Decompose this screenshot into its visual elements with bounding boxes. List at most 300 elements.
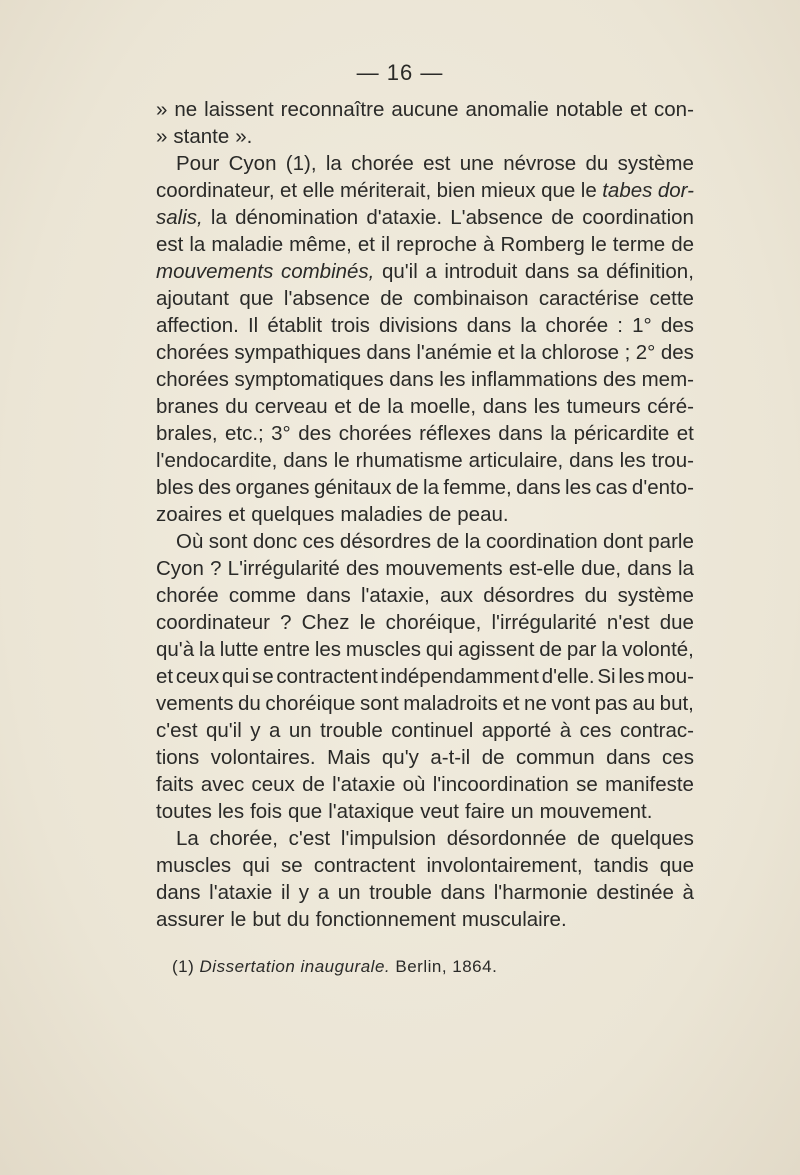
word: dor-: [657, 179, 694, 202]
word: »: [156, 125, 168, 148]
word: et: [497, 341, 515, 364]
word: génitaux: [313, 476, 392, 499]
word: du: [584, 584, 608, 607]
text-line: [156, 447, 694, 474]
word: peau.: [457, 503, 509, 526]
word: combinés,: [280, 260, 375, 283]
word: que: [287, 800, 323, 823]
text-line: [156, 609, 694, 636]
word: parle: [648, 530, 694, 553]
word: ne: [174, 98, 198, 121]
word: mem-: [641, 368, 694, 391]
word: notable: [555, 98, 623, 121]
word: dans: [306, 584, 351, 607]
word: 1°: [632, 314, 652, 337]
word: sympathiques: [234, 341, 361, 364]
word: fois: [250, 800, 282, 823]
word: que: [659, 854, 694, 877]
text-line: [156, 312, 694, 339]
word: la: [677, 557, 694, 580]
word: musculaire.: [461, 908, 567, 931]
word: le: [580, 179, 597, 202]
word: y: [298, 881, 310, 904]
word: l'irrégularité: [491, 611, 597, 634]
word: bles: [156, 476, 194, 499]
word: chorées: [338, 422, 412, 445]
word: vements: [156, 692, 234, 715]
word: que: [239, 287, 274, 310]
word: un: [510, 800, 534, 823]
word: désordres: [483, 584, 575, 607]
word: à: [483, 233, 495, 256]
word: d'ento-: [631, 476, 694, 499]
word: »: [156, 98, 168, 121]
text-line: [156, 393, 694, 420]
word: due,: [581, 557, 622, 580]
word: but,: [659, 692, 694, 715]
word: dans: [389, 368, 434, 391]
word: la: [198, 638, 215, 661]
word: zoaires: [156, 503, 223, 526]
word: bien: [436, 179, 476, 202]
text-line: [156, 366, 694, 393]
word: est-elle: [508, 557, 575, 580]
word: du: [286, 908, 310, 931]
word: rhumatisme: [355, 449, 463, 472]
word: cette: [649, 287, 694, 310]
word: mouvements: [385, 557, 503, 580]
word: Où: [176, 530, 204, 553]
word: fonctionnement: [315, 908, 456, 931]
word: coordination: [485, 530, 598, 553]
word: la: [520, 341, 537, 364]
word: symptomatiques: [234, 368, 384, 391]
footnote: [172, 957, 497, 977]
word: Pour: [176, 152, 220, 175]
word: se: [576, 773, 598, 796]
word: ajoutant: [156, 287, 229, 310]
word: La: [176, 827, 199, 850]
text-line: [156, 474, 694, 501]
word: névrose: [503, 152, 577, 175]
word: des: [198, 476, 232, 499]
word: et: [280, 179, 298, 202]
word: l'endocardite,: [156, 449, 278, 472]
word: l'ataxie: [332, 773, 396, 796]
word: a: [317, 881, 330, 904]
word: dans: [498, 422, 543, 445]
word: contractent: [276, 665, 378, 688]
word: des: [660, 314, 694, 337]
word: les: [439, 368, 466, 391]
word: où: [402, 773, 426, 796]
text-line: [156, 663, 694, 690]
word: cerveau: [254, 395, 328, 418]
text-line: [156, 690, 694, 717]
word: avec: [200, 773, 245, 796]
text-line: [156, 96, 694, 123]
page-number: — 16 —: [356, 60, 444, 85]
word: salis,: [156, 206, 203, 229]
word: même,: [289, 233, 352, 256]
word: c'est: [288, 827, 331, 850]
word: le: [333, 449, 350, 472]
word: donc: [252, 530, 298, 553]
word: des: [298, 422, 332, 445]
word: trouble: [369, 881, 432, 904]
word: de: [577, 827, 600, 850]
text-line: [156, 339, 694, 366]
word: volontaires.: [210, 746, 316, 769]
word: l'ataxie: [209, 881, 273, 904]
word: du: [585, 152, 609, 175]
word: qu'il: [205, 719, 242, 742]
word: le: [590, 233, 607, 256]
word: Si: [597, 665, 616, 688]
word: il: [280, 881, 291, 904]
word: maladies: [340, 503, 423, 526]
word: ces: [662, 746, 694, 769]
word: désordonnée: [446, 827, 567, 850]
word: L'absence: [450, 206, 544, 229]
word: dans: [466, 314, 512, 337]
word: de: [551, 206, 575, 229]
word: destinée: [596, 881, 674, 904]
word: la: [601, 638, 618, 661]
word: le: [230, 908, 247, 931]
word: et: [502, 692, 520, 715]
word: l'impulsion: [340, 827, 436, 850]
word: de: [671, 233, 694, 256]
word: inflammations: [471, 368, 598, 391]
word: mou-: [647, 665, 694, 688]
word: chorée: [351, 152, 414, 175]
word: de: [481, 746, 505, 769]
word: il: [380, 233, 391, 256]
text-line: [156, 798, 694, 825]
word: la: [387, 395, 404, 418]
text-line: [156, 825, 694, 852]
word: moelle,: [409, 395, 477, 418]
word: dans: [569, 449, 614, 472]
word: mouvements: [156, 260, 274, 283]
word: désordres: [339, 530, 432, 553]
word: ceux: [175, 665, 220, 688]
text-line: [156, 123, 694, 150]
word: tandis: [593, 854, 649, 877]
word: et: [228, 503, 246, 526]
word: mouvement.: [539, 800, 653, 823]
text-line: [156, 528, 694, 555]
word: involontairement,: [426, 854, 583, 877]
word: le: [359, 611, 376, 634]
text-line: [156, 744, 694, 771]
word: ne: [524, 692, 547, 715]
word: Il: [247, 314, 259, 337]
word: une: [459, 152, 494, 175]
word: de: [357, 395, 381, 418]
word: de: [436, 530, 460, 553]
word: 2°: [635, 341, 656, 364]
word: à: [682, 881, 694, 904]
word: établit: [267, 314, 323, 337]
word: chorée,: [209, 827, 278, 850]
text-line: [156, 717, 694, 744]
word: aucune: [391, 98, 459, 121]
word: but: [252, 908, 281, 931]
word: divisions: [379, 314, 458, 337]
word: dans: [440, 881, 486, 904]
word: dans: [524, 260, 570, 283]
word: système: [617, 584, 694, 607]
word: les: [618, 665, 645, 688]
word: con-: [654, 98, 694, 121]
word: d'ataxie.: [366, 206, 443, 229]
word: terme: [612, 233, 666, 256]
word: de: [380, 287, 404, 310]
word: dans: [366, 341, 411, 364]
word: n'est: [606, 611, 650, 634]
word: dans: [516, 476, 561, 499]
word: sont: [208, 530, 248, 553]
word: reproche: [396, 233, 478, 256]
word: du: [238, 692, 261, 715]
word: vont: [551, 692, 591, 715]
word: mieux: [480, 179, 536, 202]
word: coordinateur,: [156, 179, 275, 202]
word: qu'à: [156, 638, 195, 661]
word: et: [334, 395, 352, 418]
word: laissent: [204, 98, 274, 121]
word: qu'il: [381, 260, 418, 283]
word: les: [533, 395, 560, 418]
word: contrac-: [619, 719, 694, 742]
word: manifeste: [605, 773, 694, 796]
word: faits: [156, 773, 194, 796]
word: un: [337, 881, 361, 904]
word: due: [659, 611, 694, 634]
text-line: [156, 852, 694, 879]
word: trouble: [320, 719, 383, 742]
word: volonté,: [622, 638, 694, 661]
word: faire: [464, 800, 505, 823]
text-line: [156, 636, 694, 663]
word: indépendamment: [380, 665, 539, 688]
word: a-t-il: [430, 746, 471, 769]
word: comme: [228, 584, 297, 607]
word: choréique: [265, 692, 356, 715]
word: se: [251, 665, 274, 688]
word: :: [617, 314, 623, 337]
word: Mais: [327, 746, 371, 769]
word: stante: [173, 125, 230, 148]
word: pas: [594, 692, 628, 715]
word: trou-: [651, 449, 694, 472]
word: agissent: [458, 638, 535, 661]
word: y: [250, 719, 261, 742]
word: la: [325, 152, 342, 175]
word: l'ataxie,: [360, 584, 430, 607]
word: de: [395, 476, 419, 499]
word: de: [539, 638, 563, 661]
word: est: [423, 152, 451, 175]
word: sont: [359, 692, 399, 715]
word: veut: [420, 800, 459, 823]
word: se: [280, 854, 303, 877]
word: et: [676, 422, 694, 445]
word: anomalie: [465, 98, 549, 121]
word: organes: [235, 476, 310, 499]
word: commun: [516, 746, 595, 769]
word: chorées: [156, 368, 229, 391]
word: 3°: [271, 422, 291, 445]
word: ?: [280, 611, 292, 634]
text-line: [156, 285, 694, 312]
word: l'ataxique: [328, 800, 415, 823]
word: apporté: [481, 719, 552, 742]
word: céré-: [647, 395, 694, 418]
word: et: [629, 98, 648, 121]
word: l'incoordination: [432, 773, 569, 796]
word: articulaire,: [468, 449, 564, 472]
word: a: [425, 260, 437, 283]
word: affection.: [156, 314, 239, 337]
word: combinaison: [413, 287, 529, 310]
word: et: [156, 665, 174, 688]
word: muscles: [156, 854, 232, 877]
word: ».: [235, 125, 253, 148]
word: est: [156, 233, 184, 256]
text-line: [156, 420, 694, 447]
word: péricardite: [573, 422, 670, 445]
word: assurer: [156, 908, 225, 931]
word: tions: [156, 746, 200, 769]
word: (1),: [285, 152, 317, 175]
word: c'est: [156, 719, 198, 742]
text-line: [156, 582, 694, 609]
word: L'irrégularité: [227, 557, 340, 580]
word: choréique,: [385, 611, 482, 634]
word: qui: [221, 665, 250, 688]
word: mériterait,: [340, 179, 432, 202]
word: ces: [579, 719, 612, 742]
word: d'elle.: [541, 665, 595, 688]
text-line: [156, 555, 694, 582]
word: système: [617, 152, 694, 175]
text-line: [156, 150, 694, 177]
word: coordination: [582, 206, 694, 229]
footnote-title: Dissertation inaugurale.: [199, 957, 391, 976]
word: du: [225, 395, 249, 418]
word: lutte: [219, 638, 259, 661]
word: ;: [624, 341, 631, 364]
word: la: [423, 476, 440, 499]
word: dans: [482, 395, 528, 418]
word: Chez: [301, 611, 350, 634]
word: femme,: [443, 476, 512, 499]
word: a: [268, 719, 281, 742]
word: sa: [576, 260, 599, 283]
word: l'anémie: [416, 341, 493, 364]
word: la: [189, 233, 206, 256]
word: contractent: [313, 854, 416, 877]
word: brales,: [156, 422, 218, 445]
footnote-rest: Berlin, 1864.: [395, 957, 498, 976]
text-line: [156, 177, 694, 204]
text-line: [156, 231, 694, 258]
word: coordinateur: [156, 611, 270, 634]
word: quelques: [610, 827, 694, 850]
word: cas: [595, 476, 628, 499]
word: dans: [606, 746, 651, 769]
word: un: [288, 719, 312, 742]
word: l'absence: [283, 287, 370, 310]
word: qui: [242, 854, 270, 877]
word: définition,: [606, 260, 694, 283]
word: de: [428, 503, 452, 526]
word: par: [566, 638, 597, 661]
word: continuel: [391, 719, 474, 742]
text-line: [156, 258, 694, 285]
word: introduit: [444, 260, 518, 283]
word: qui: [425, 638, 454, 661]
word: dans: [283, 449, 328, 472]
word: maladie: [211, 233, 284, 256]
word: les: [314, 638, 342, 661]
word: qu'y: [381, 746, 419, 769]
word: Romberg: [500, 233, 585, 256]
word: ?: [210, 557, 222, 580]
text-line: [156, 879, 694, 906]
word: Cyon: [156, 557, 204, 580]
word: chorées: [156, 341, 229, 364]
word: branes: [156, 395, 219, 418]
word: maladroits: [403, 692, 498, 715]
word: dont: [603, 530, 643, 553]
text-line: [156, 906, 694, 933]
word: trois: [331, 314, 370, 337]
word: l'harmonie: [493, 881, 588, 904]
word: quelques: [251, 503, 335, 526]
word: réflexes: [419, 422, 491, 445]
word: entre: [263, 638, 311, 661]
word: chorée: [156, 584, 219, 607]
word: chlorose: [541, 341, 620, 364]
footnote-marker: (1): [172, 957, 195, 976]
word: etc.;: [224, 422, 264, 445]
word: et: [357, 233, 375, 256]
word: dans: [156, 881, 201, 904]
word: chorée: [545, 314, 609, 337]
word: toutes: [156, 800, 212, 823]
word: de: [302, 773, 325, 796]
text-line: [156, 771, 694, 798]
word: que: [541, 179, 576, 202]
word: la: [550, 422, 567, 445]
word: au: [632, 692, 656, 715]
word: des: [660, 341, 694, 364]
body-text: [156, 96, 694, 933]
word: caractérise: [538, 287, 640, 310]
word: les: [217, 800, 245, 823]
word: tabes: [602, 179, 653, 202]
word: des: [346, 557, 380, 580]
word: la: [464, 530, 481, 553]
word: les: [619, 449, 646, 472]
word: la: [520, 314, 537, 337]
text-line: [156, 204, 694, 231]
word: ceux: [251, 773, 295, 796]
